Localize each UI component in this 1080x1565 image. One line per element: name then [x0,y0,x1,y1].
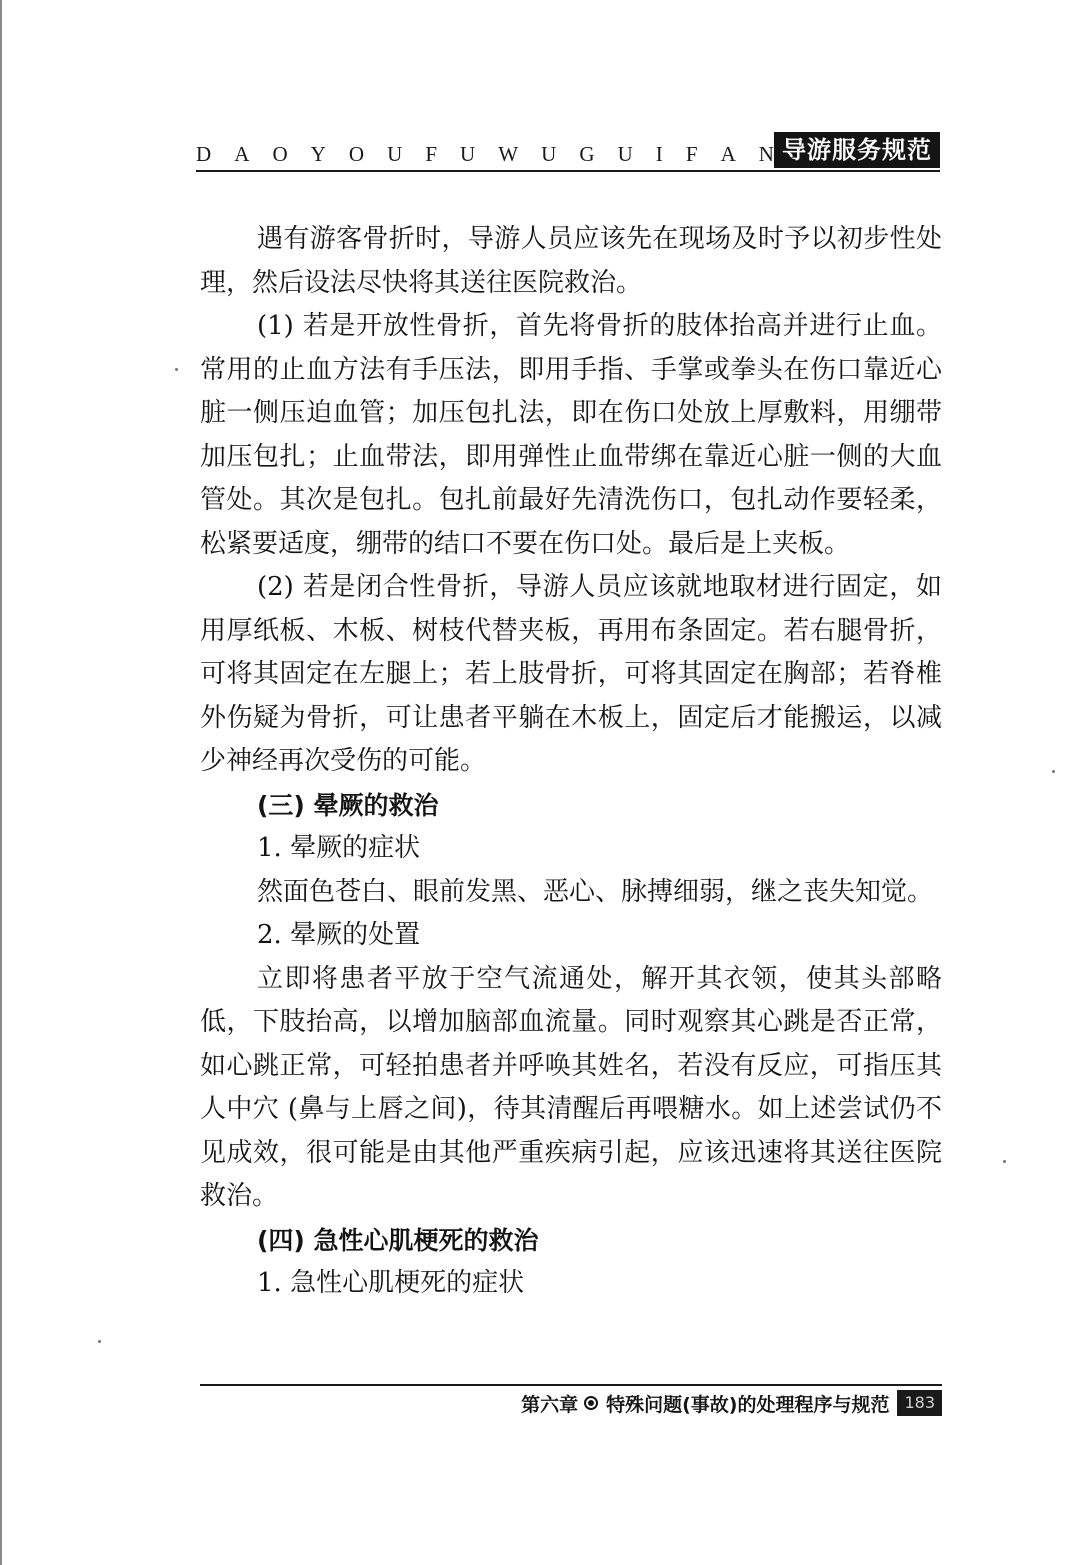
section-heading: (四) 急性心肌梗死的救治 [257,1225,539,1255]
header-pinyin [196,142,774,167]
paragraph: 然面色苍白、眼前发黑、恶心、脉搏细弱，继之丧失知觉。 [257,876,934,907]
subsection-heading: 1. 晕厥的症状 [257,833,421,863]
scan-speck [98,1340,101,1343]
header-letter: U [617,142,633,166]
paragraph: (1) 若是开放性骨折，首先将骨折的肢体抬高并进行止血。常用的止血方法有手压法，即用手指、手掌或拳头在伤口靠近心脏一侧压迫血管；加压包扎法，即在伤口处放上厚敷料，用绷带加压包扎；止血带法，即用弹性止血带绑在靠近心脏一侧的大血管处。其次是包扎。包扎前最好先清洗伤口，包扎动作要轻柔，松紧要适度，绷带的结口不要在伤口处。最后是上夹板。 [200,311,942,559]
subsection-heading: 2. 晕厥的处置 [257,920,421,950]
paragraph: 遇有游客骨折时，导游人员应该先在现场及时予以初步性处理，然后设法尽快将其送往医院救治。 [200,224,942,298]
header-letter: U [460,142,476,166]
book-title: 导游服务规范 [774,132,940,168]
header-letter: O [348,142,365,166]
scan-speck [175,368,178,371]
subsection-heading: 1. 急性心肌梗死的症状 [257,1268,525,1298]
section-heading: (三) 晕厥的救治 [257,790,439,820]
scan-speck [1052,770,1055,773]
header-letter: U [387,142,403,166]
running-header [196,132,940,172]
paragraph: (2) 若是闭合性骨折，导游人员应该就地取材进行固定，如用厚纸板、木板、树枝代替夹板，再用布条固定。若右腿骨折，可将其固定在左腿上；若上肢骨折，可将其固定在胸部；若脊椎外伤疑为骨折，可让患者平躺在木板上，固定后才能搬运，以减少神经再次受伤的可能。 [200,572,942,776]
header-letter: A [234,142,250,166]
header-letter: N [758,142,774,166]
chapter-title: 特殊问题(事故)的处理程序与规范 [606,1393,890,1416]
header-letter: I [655,142,663,166]
header-letter: Y [310,142,326,166]
body-text [200,218,942,1306]
paragraph: 立即将患者平放于空气流通处，解开其衣领，使其头部略低，下肢抬高，以增加脑部血流量。同时观察其心跳是否正常，如心跳正常，可轻拍患者并呼唤其姓名，若没有反应，可指压其人中穴 (鼻与上唇之间)，待其清醒后再喂糖水。如上述尝试仍不见成效，很可能是由其他严重疾病引起，应该迅速将其送往医院救治。 [200,963,942,1211]
header-letter: F [685,142,698,166]
header-letter: D [196,142,212,166]
header-letter: F [425,142,437,166]
header-letter: W [498,142,519,166]
header-letter: G [579,142,595,166]
running-footer [521,1388,942,1418]
footer-rule [200,1384,942,1386]
header-letter: O [272,142,288,166]
page-number: 183 [897,1390,942,1416]
header-rule [196,170,940,172]
chapter-label: 第六章 [521,1393,579,1416]
scan-speck [1003,1160,1006,1163]
header-letter: U [541,142,557,166]
page-edge [0,0,2,1565]
circled-dot-icon [584,1396,598,1410]
header-letter: A [720,142,736,166]
